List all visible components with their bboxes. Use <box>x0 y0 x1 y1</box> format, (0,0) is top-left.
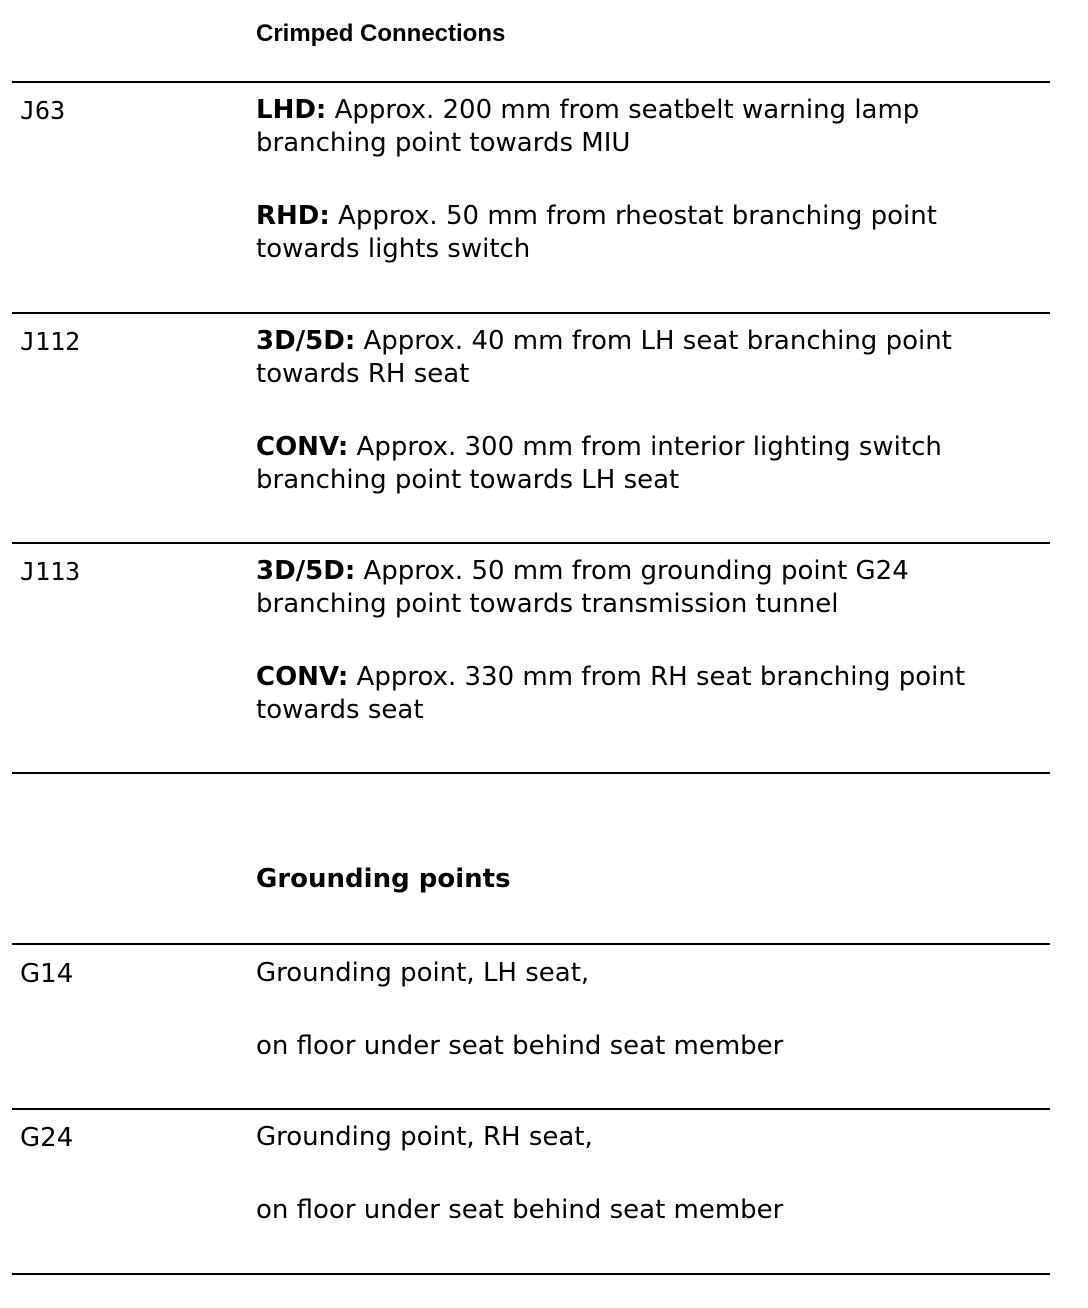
divider <box>12 312 1050 314</box>
row-entry-3d5d <box>256 325 1056 391</box>
connector-code: J63 <box>20 96 66 125</box>
connector-code: J112 <box>20 327 81 356</box>
row-entry-3d5d <box>256 555 1056 621</box>
entry-text-continued: towards RH seat <box>256 359 470 389</box>
divider <box>12 542 1050 544</box>
divider <box>12 772 1050 774</box>
entry-text: Approx. 50 mm from grounding point G24 <box>355 556 909 586</box>
entry-lead: CONV: <box>256 662 349 692</box>
entry-text-continued: towards lights switch <box>256 234 531 264</box>
section-title-grounding-points: Grounding points <box>256 864 511 894</box>
row-entry-lhd <box>256 94 1056 160</box>
grounding-description: Grounding point, LH seat, <box>256 958 590 988</box>
grounding-code: G24 <box>20 1123 74 1153</box>
row-entry-conv <box>256 661 1056 727</box>
row-entry-rhd <box>256 200 1056 266</box>
entry-text: Approx. 200 mm from seatbelt warning lamp <box>326 95 920 125</box>
entry-lead: LHD: <box>256 95 327 125</box>
row-entry-conv <box>256 431 1056 497</box>
entry-text: Approx. 50 mm from rheostat branching point <box>329 201 937 231</box>
entry-lead: 3D/5D: <box>256 326 356 356</box>
connector-code: J113 <box>20 557 81 586</box>
entry-text: Approx. 40 mm from LH seat branching point <box>355 326 952 356</box>
grounding-code: G14 <box>20 959 74 989</box>
entry-text: Approx. 300 mm from interior lighting switch <box>348 432 942 462</box>
entry-text-continued: branching point towards MIU <box>256 128 631 158</box>
entry-lead: RHD: <box>256 201 330 231</box>
divider <box>12 943 1050 945</box>
entry-text-continued: branching point towards transmission tunnel <box>256 589 839 619</box>
grounding-location: on floor under seat behind seat member <box>256 1195 784 1225</box>
divider <box>12 1273 1050 1275</box>
section-title-crimped-connections: Crimped Connections <box>256 20 506 47</box>
entry-text-continued: branching point towards LH seat <box>256 465 680 495</box>
divider <box>12 1108 1050 1110</box>
entry-text: Approx. 330 mm from RH seat branching point <box>348 662 966 692</box>
entry-lead: 3D/5D: <box>256 556 356 586</box>
grounding-description: Grounding point, RH seat, <box>256 1122 593 1152</box>
entry-lead: CONV: <box>256 432 349 462</box>
entry-text-continued: towards seat <box>256 695 424 725</box>
grounding-location: on floor under seat behind seat member <box>256 1031 784 1061</box>
divider <box>12 81 1050 83</box>
